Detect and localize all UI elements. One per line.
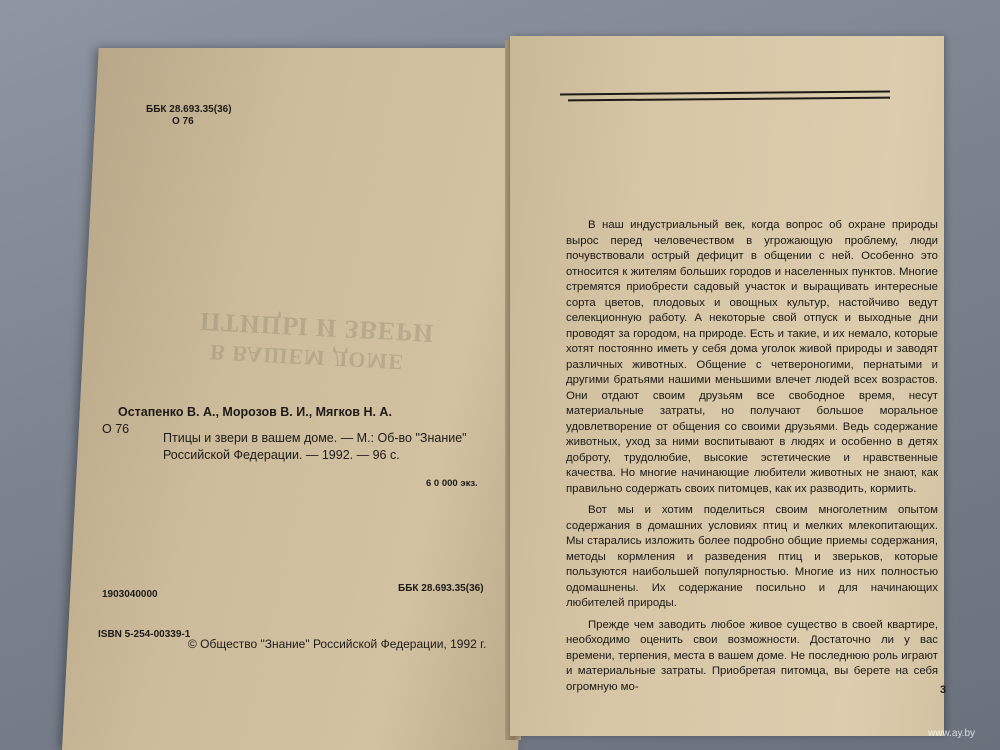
copyright: © Общество "Знание" Российской Федерации, 1992 г. [188, 637, 487, 651]
paragraph: Вот мы и хотим поделиться своим многолетним опытом содержания в домашних условиях птиц и мелких млекопитающих. Мы старались изложить более подробно общие приемы содержания, методы кормления и разведения птиц и зверьков, которые пользуются наибольшей популярностью. Многие из них полностью одомашнены. Их содержание посильно и для начинающих любителей природы. [566, 504, 938, 609]
isbn: ISBN 5-254-00339-1 [98, 629, 191, 640]
bleed-through-text: В ВАШЕМ ДОМЕ [209, 339, 405, 376]
classification-code: О 76 [102, 422, 130, 436]
classification-code-top: О 76 [172, 116, 194, 127]
authors: Остапенко В. А., Морозов В. И., Мягков Н. А. [118, 405, 392, 419]
catalog-number: 1903040000 [102, 589, 158, 600]
body-text [566, 218, 938, 701]
paragraph: Прежде чем заводить любое живое существо в своей квартире, необходимо оценить свои возможности. Достаточно ли у вас времени, терпения, места в вашем доме. Не последнюю роль играют и материальные затраты. Приобретая питомца, вы берете на себя огромную мо- [566, 618, 938, 693]
bbk-code-bottom: ББК 28.693.35(36) [398, 583, 484, 594]
page-number: 3 [940, 684, 947, 696]
bleed-through-text: ПТИЦЫ И ЗВЕРИ [199, 306, 435, 349]
paragraph: В наш индустриальный век, когда вопрос об охране природы вырос перед человечеством в угрожающую проблему, люди почувствовали острый дефицит в общении с ней. Особенно это относится к жителям больших городов и населенных пунктов. Многие стремятся приобрести садовый участок и выращивать интересные сорта цветов, плодовых и овощных культур, настойчиво ведут селекционную работу. А некоторые свой отпуск и выходные дни проводят за городом, на природе. Есть и такие, и их немало, которые хотят постоянно иметь у себя дома уголок живой природы и заводят различных животных. Общение с четвероногими, пернатыми и другими братьями нашими меньшими влечет людей всех возрастов. Они отдают своим друзьям все свободное время, несут материальные затраты, но получают большое моральное удовлетворение от общения со своими друзьями. Ведь содержание животных, уход за ними воспитывают в людях и особенно в детях доброту, трудолюбие, высокие эстетические и нравственные качества. Но многие начинающие любители животных не знают, как правильно содержать своих питомцев, как их разводить, кормить. [566, 219, 938, 495]
print-run: 6 0 000 экз. [426, 478, 478, 489]
watermark: www.ay.by [928, 728, 976, 739]
bbk-code-top: ББК 28.693.35(36) [146, 104, 232, 115]
bibliographic-description: Птицы и звери в вашем доме. — М.: Об-во "Знание" Российской Федерации. — 1992. — 96 с. [163, 431, 467, 462]
